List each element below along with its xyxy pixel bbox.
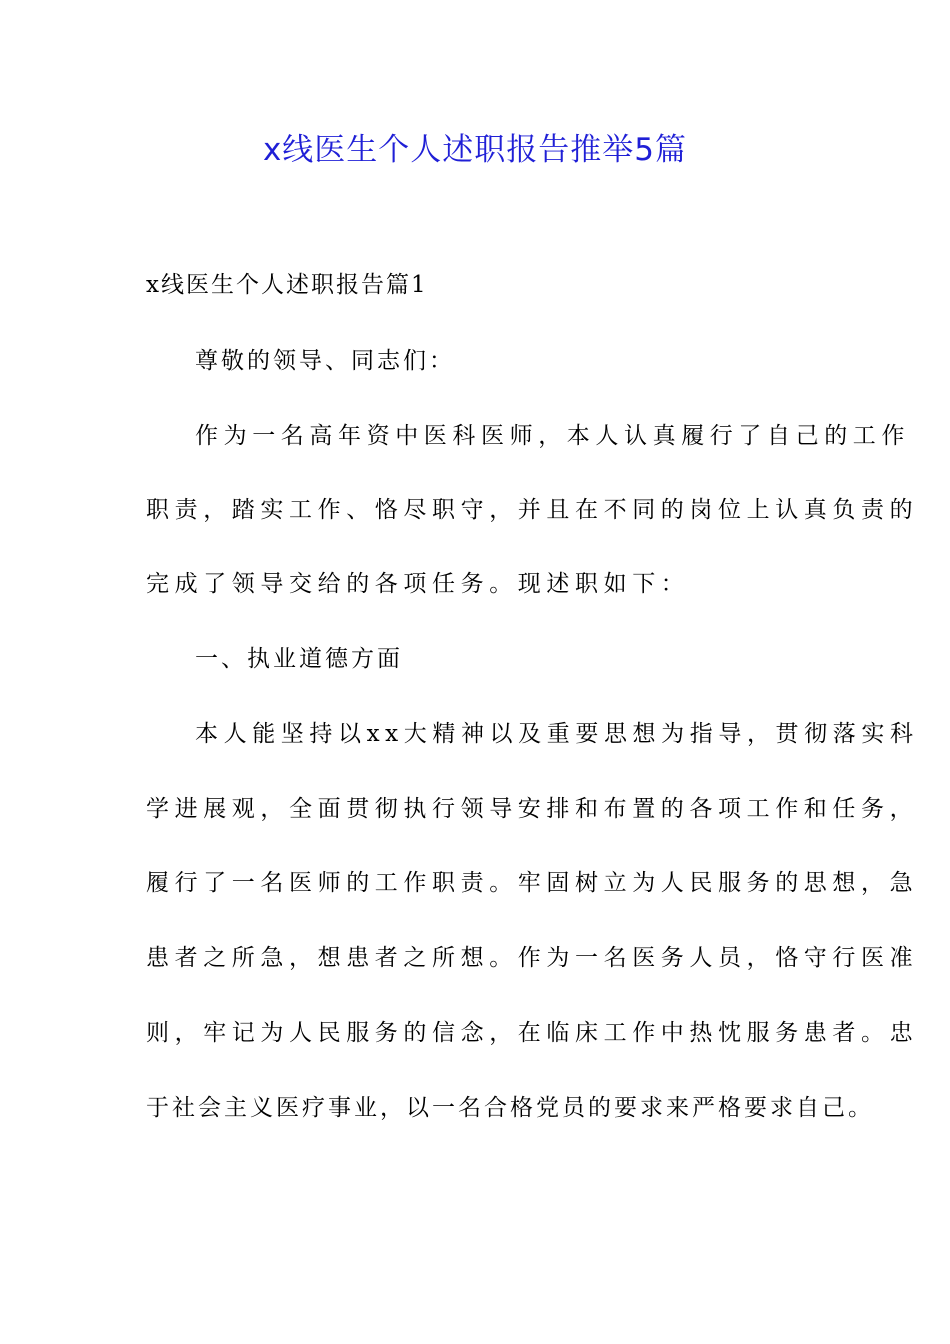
paragraph-2-line-4: 患者之所急，想患者之所想。作为一名医务人员，恪守行医准 <box>146 945 919 971</box>
salutation: 尊敬的领导、同志们： <box>195 348 455 374</box>
document-title: x线医生个人述职报告推举5篇 <box>262 132 688 168</box>
paragraph-2-line-2: 学进展观，全面贯彻执行领导安排和布置的各项工作和任务， <box>146 796 919 822</box>
paragraph-2-line-5: 则，牢记为人民服务的信念，在临床工作中热忱服务患者。忠 <box>146 1020 919 1046</box>
paragraph-1-line-1: 作为一名高年资中医科医师，本人认真履行了自己的工作 <box>195 423 910 449</box>
paragraph-2-line-6: 于社会主义医疗事业，以一名合格党员的要求来严格要求自己。 <box>146 1095 874 1121</box>
paragraph-2-line-3: 履行了一名医师的工作职责。牢固树立为人民服务的思想，急 <box>146 870 919 896</box>
paragraph-1-line-3: 完成了领导交给的各项任务。现述职如下： <box>146 571 690 597</box>
article-heading: x线医生个人述职报告篇1 <box>146 272 428 298</box>
paragraph-1-line-2: 职责，踏实工作、恪尽职守，并且在不同的岗位上认真负责的 <box>146 497 919 523</box>
section-heading: 一、执业道德方面 <box>195 646 403 672</box>
paragraph-2-line-1: 本人能坚持以xx大精神以及重要思想为指导，贯彻落实科 <box>195 721 919 747</box>
